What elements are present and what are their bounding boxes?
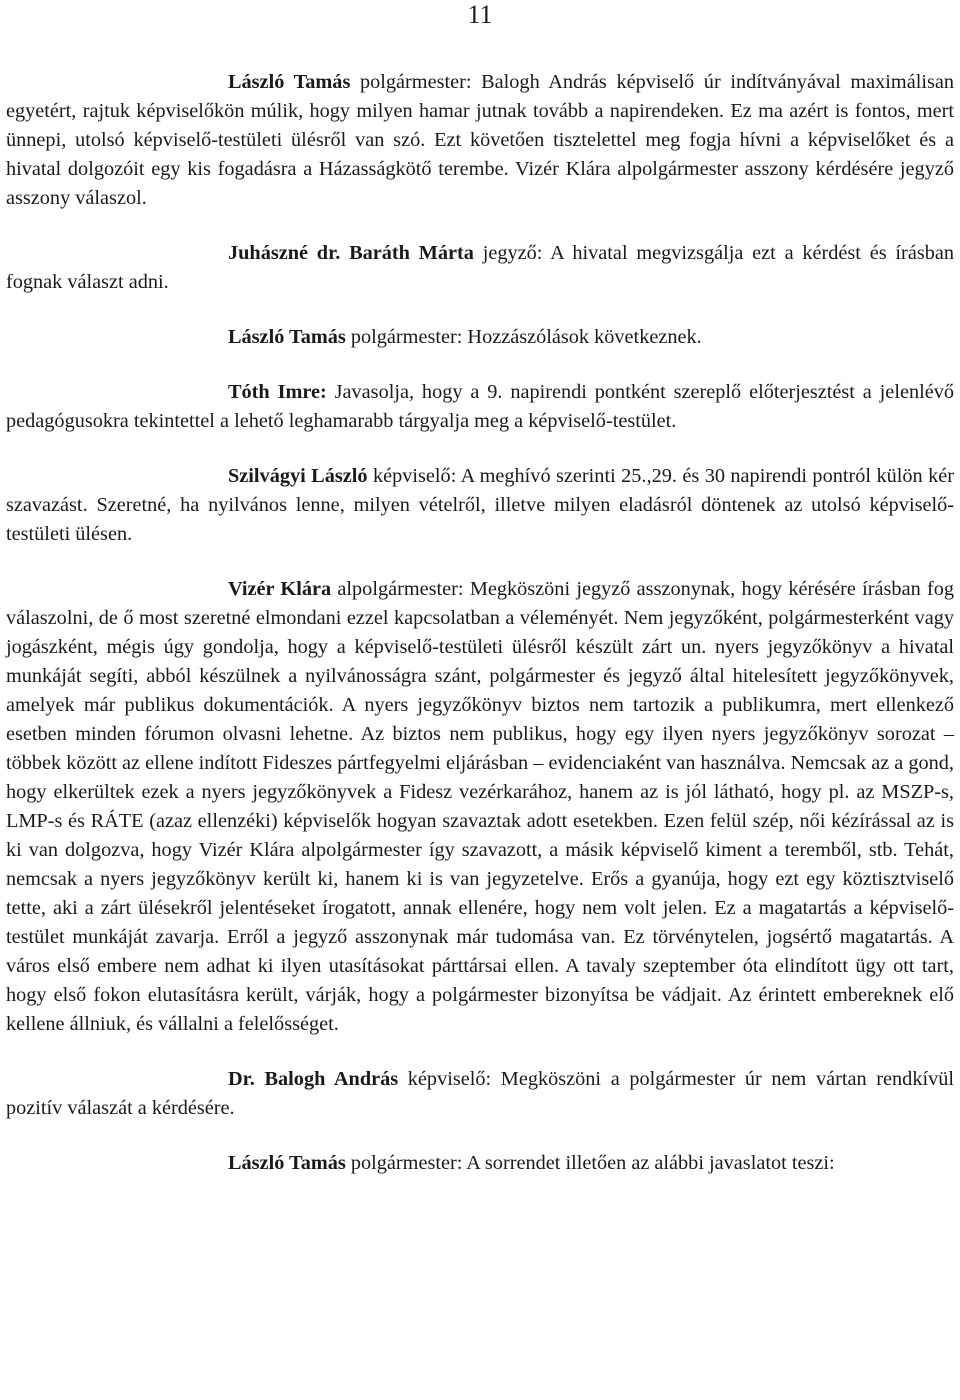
paragraph-text: polgármester: Balogh András képviselő úr indítványával maximálisan egyetért, rajtuk képviselőkön múlik, hogy milyen hamar jutnak tovább a napirendeken. Ez ma azért is fontos, mert ünnepi, utolsó képviselő-testületi ülésről van szó. Ezt követően tisztelettel meg fogja hívni a képviselőket és a hivatal dolgozóit egy kis fogadásra a Házasságkötő terembe. Vizér Klára alpolgármester asszony kérdésére jegyző asszony válaszol. — [6, 71, 954, 209]
document-body — [6, 68, 954, 1178]
speaker-name: Vizér Klára — [228, 578, 332, 600]
paragraph-mayor-comments — [6, 323, 954, 352]
paragraph-mayor-order — [6, 1149, 954, 1178]
paragraph-text: polgármester: Hozzászólások következnek. — [345, 326, 702, 348]
paragraph-szilvagyi — [6, 462, 954, 549]
paragraph-toth-imre — [6, 378, 954, 436]
speaker-name: Juhászné dr. Baráth Márta — [228, 242, 474, 264]
paragraph-text: képviselő: Megköszöni a polgármester úr nem vártan rendkívül pozitív válaszát a kérdésére. — [6, 1068, 955, 1119]
paragraph-text: képviselő: A meghívó szerinti 25.,29. és 30 napirendi pontról külön kér szavazást. Szeretné, ha nyilvános lenne, milyen vételről, illetve milyen eladásról döntenek az utolsó képviselő-testületi ülésen. — [6, 465, 954, 545]
paragraph-text: polgármester: A sorrendet illetően az alábbi javaslatot teszi: — [345, 1152, 835, 1174]
paragraph-text: alpolgármester: Megköszöni jegyző asszonynak, hogy kérésére írásban fog válaszolni, de ő most szeretné elmondani ezzel kapcsolatban a véleményét. Nem jegyzőként, polgármesterként vagy jogászként, mégis úgy gondolja, hogy a képviselő-testületi ülésről készült zárt un. nyers jegyzőkönyv a hivatal munkáját segíti, abból készülnek a nyilvánosságra szánt, polgármester és jegyző által hitelesített jegyzőkönyvek, amelyek már publikus dokumentációk. A nyers jegyzőkönyv biztos nem tartozik a publikumra, mert ellenkező esetben minden fórumon olvasni lehetne. Az biztos nem publikus, hogy egy ilyen nyers jegyzőkönyv sorozat – többek között az ellene indított Fideszes pártfegyelmi eljárásban – evidenciaként van használva. Nemcsak az a gond, hogy elkerültek ezek a nyers jegyzőkönyvek a Fidesz vezérkarához, hanem az is jól látható, hogy pl. az MSZP-s, LMP-s és RÁTE (azaz ellenzéki) képviselők hogyan szavaztak adott esetekben. Ezen felül szép, női kézírással az is ki van dolgozva, hogy Vizér Klára alpolgármester így szavazott, a másik képviselő kiment a teremből, stb. Tehát, nemcsak a nyers jegyzőkönyv került ki, hanem ki is van jegyzetelve. Erős a gyanúja, hogy ezt egy köztisztviselő tette, aki a zárt ülésekről jelentéseket írogatott, annak ellenére, hogy nem volt jelen. Ez a magatartás a képviselő-testület munkáját zavarja. Erről a jegyző asszonynak már tudomása van. Ez törvénytelen, jogsértő magatartás. A város első embere nem adhat ki ilyen utasításokat párttársai ellen. A tavaly szeptember óta elindított ügy ott tart, hogy első fokon elutasításra került, várják, hogy a polgármester bizonyítsa be vádjait. Az érintett embereknek elő kellene állniuk, és vállalni a felelősséget. — [6, 578, 955, 1035]
paragraph-mayor-opening — [6, 68, 954, 213]
speaker-name: László Tamás — [228, 1152, 346, 1174]
speaker-name: Dr. Balogh András — [228, 1068, 399, 1090]
paragraph-vizer-klara — [6, 575, 954, 1039]
paragraph-balogh-andras — [6, 1065, 954, 1123]
paragraph-text: jegyző: A hivatal megvizsgálja ezt a kérdést és írásban fognak választ adni. — [6, 242, 954, 293]
paragraph-text: Javasolja, hogy a 9. napirendi pontként szereplő előterjesztést a jelenlévő pedagógusokra tekintettel a lehető leghamarabb tárgyalja meg a képviselő-testület. — [6, 381, 955, 432]
paragraph-notary-reply — [6, 239, 954, 297]
page-number: 11 — [467, 0, 493, 29]
speaker-name: Tóth Imre: — [228, 381, 327, 403]
speaker-name: Szilvágyi László — [228, 465, 368, 487]
speaker-name: László Tamás — [228, 326, 346, 348]
speaker-name: László Tamás — [228, 71, 351, 93]
